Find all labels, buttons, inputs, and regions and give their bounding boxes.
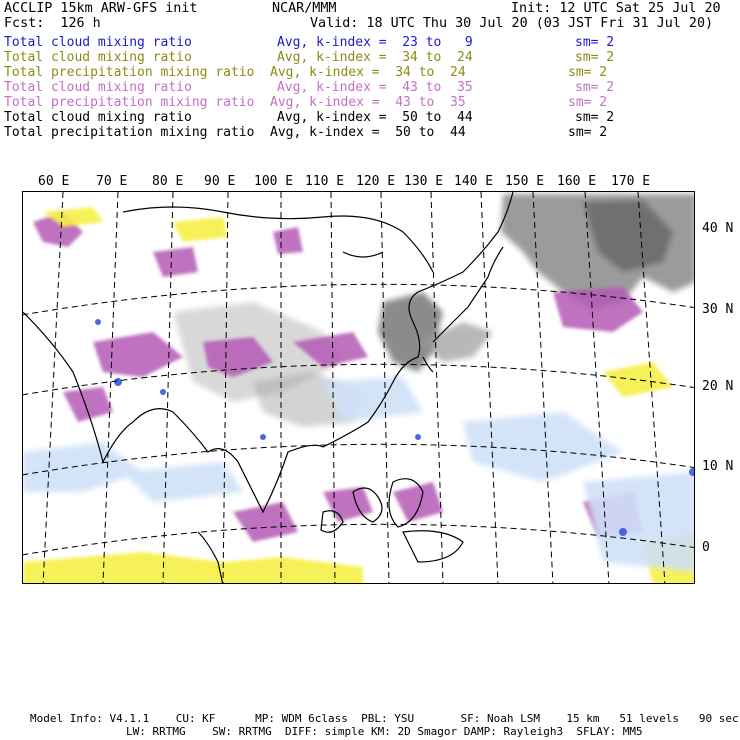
- legend-range: Avg, k-index = 43 to 35: [270, 95, 466, 110]
- legend-sm: sm= 2: [575, 110, 615, 125]
- model-info-line1: Model Info: V4.1.1 CU: KF MP: WDM 6class PBL: YSU SF: Noah LSM 15 km 51 levels 90 sec: [30, 712, 739, 725]
- legend-sm: sm= 2: [568, 125, 608, 140]
- lat-label: 20 N: [702, 379, 734, 394]
- legend-sm: sm= 2: [568, 65, 608, 80]
- init-label: Init: 12 UTC Sat 25 Jul 20: [511, 1, 721, 16]
- legend-field: Total cloud mixing ratio: [4, 50, 192, 65]
- legend-field: Total precipitation mixing ratio: [4, 95, 255, 110]
- legend-field: Total cloud mixing ratio: [4, 80, 192, 95]
- legend-sm: sm= 2: [568, 95, 608, 110]
- lat-label: 30 N: [702, 302, 734, 317]
- legend-range: Avg, k-index = 34 to 24: [270, 65, 466, 80]
- legend-range: Avg, k-index = 43 to 35: [277, 80, 473, 95]
- legend-sm: sm= 2: [575, 50, 615, 65]
- legend-range: Avg, k-index = 50 to 44: [270, 125, 466, 140]
- lat-label: 10 N: [702, 459, 734, 474]
- legend-range: Avg, k-index = 23 to 9: [277, 35, 473, 50]
- legend-range: Avg, k-index = 50 to 44: [277, 110, 473, 125]
- legend-field: Total cloud mixing ratio: [4, 110, 192, 125]
- lon-label: 170 E: [611, 174, 651, 189]
- lat-label: 40 N: [702, 221, 734, 236]
- lon-label: 80 E: [152, 174, 184, 189]
- legend-field: Total cloud mixing ratio: [4, 35, 192, 50]
- legend-sm: sm= 2: [575, 35, 615, 50]
- map-canvas: [23, 192, 695, 584]
- legend-range: Avg, k-index = 34 to 24: [277, 50, 473, 65]
- lon-label: 120 E: [356, 174, 396, 189]
- lon-label: 160 E: [557, 174, 597, 189]
- lon-label: 70 E: [96, 174, 128, 189]
- lon-label: 110 E: [305, 174, 345, 189]
- lon-label: 150 E: [505, 174, 545, 189]
- lon-label: 90 E: [204, 174, 236, 189]
- map-panel: [22, 191, 695, 584]
- lat-label: 0: [702, 540, 710, 555]
- legend-field: Total precipitation mixing ratio: [4, 65, 255, 80]
- forecast-hour: Fcst: 126 h: [4, 16, 101, 31]
- legend-sm: sm= 2: [575, 80, 615, 95]
- lon-label: 130 E: [404, 174, 444, 189]
- model-info-line2: LW: RRTMG SW: RRTMG DIFF: simple KM: 2D Smagor DAMP: Rayleigh3 SFLAY: MM5: [126, 725, 643, 738]
- lon-label: 100 E: [254, 174, 294, 189]
- title-left: ACCLIP 15km ARW-GFS init: [4, 1, 198, 16]
- legend-field: Total precipitation mixing ratio: [4, 125, 255, 140]
- lon-label: 140 E: [454, 174, 494, 189]
- light-blue-cloud-layer: [23, 377, 695, 572]
- valid-time: Valid: 18 UTC Thu 30 Jul 20 (03 JST Fri 31 Jul 20): [310, 16, 714, 31]
- org-label: NCAR/MMM: [272, 1, 337, 16]
- lon-label: 60 E: [38, 174, 70, 189]
